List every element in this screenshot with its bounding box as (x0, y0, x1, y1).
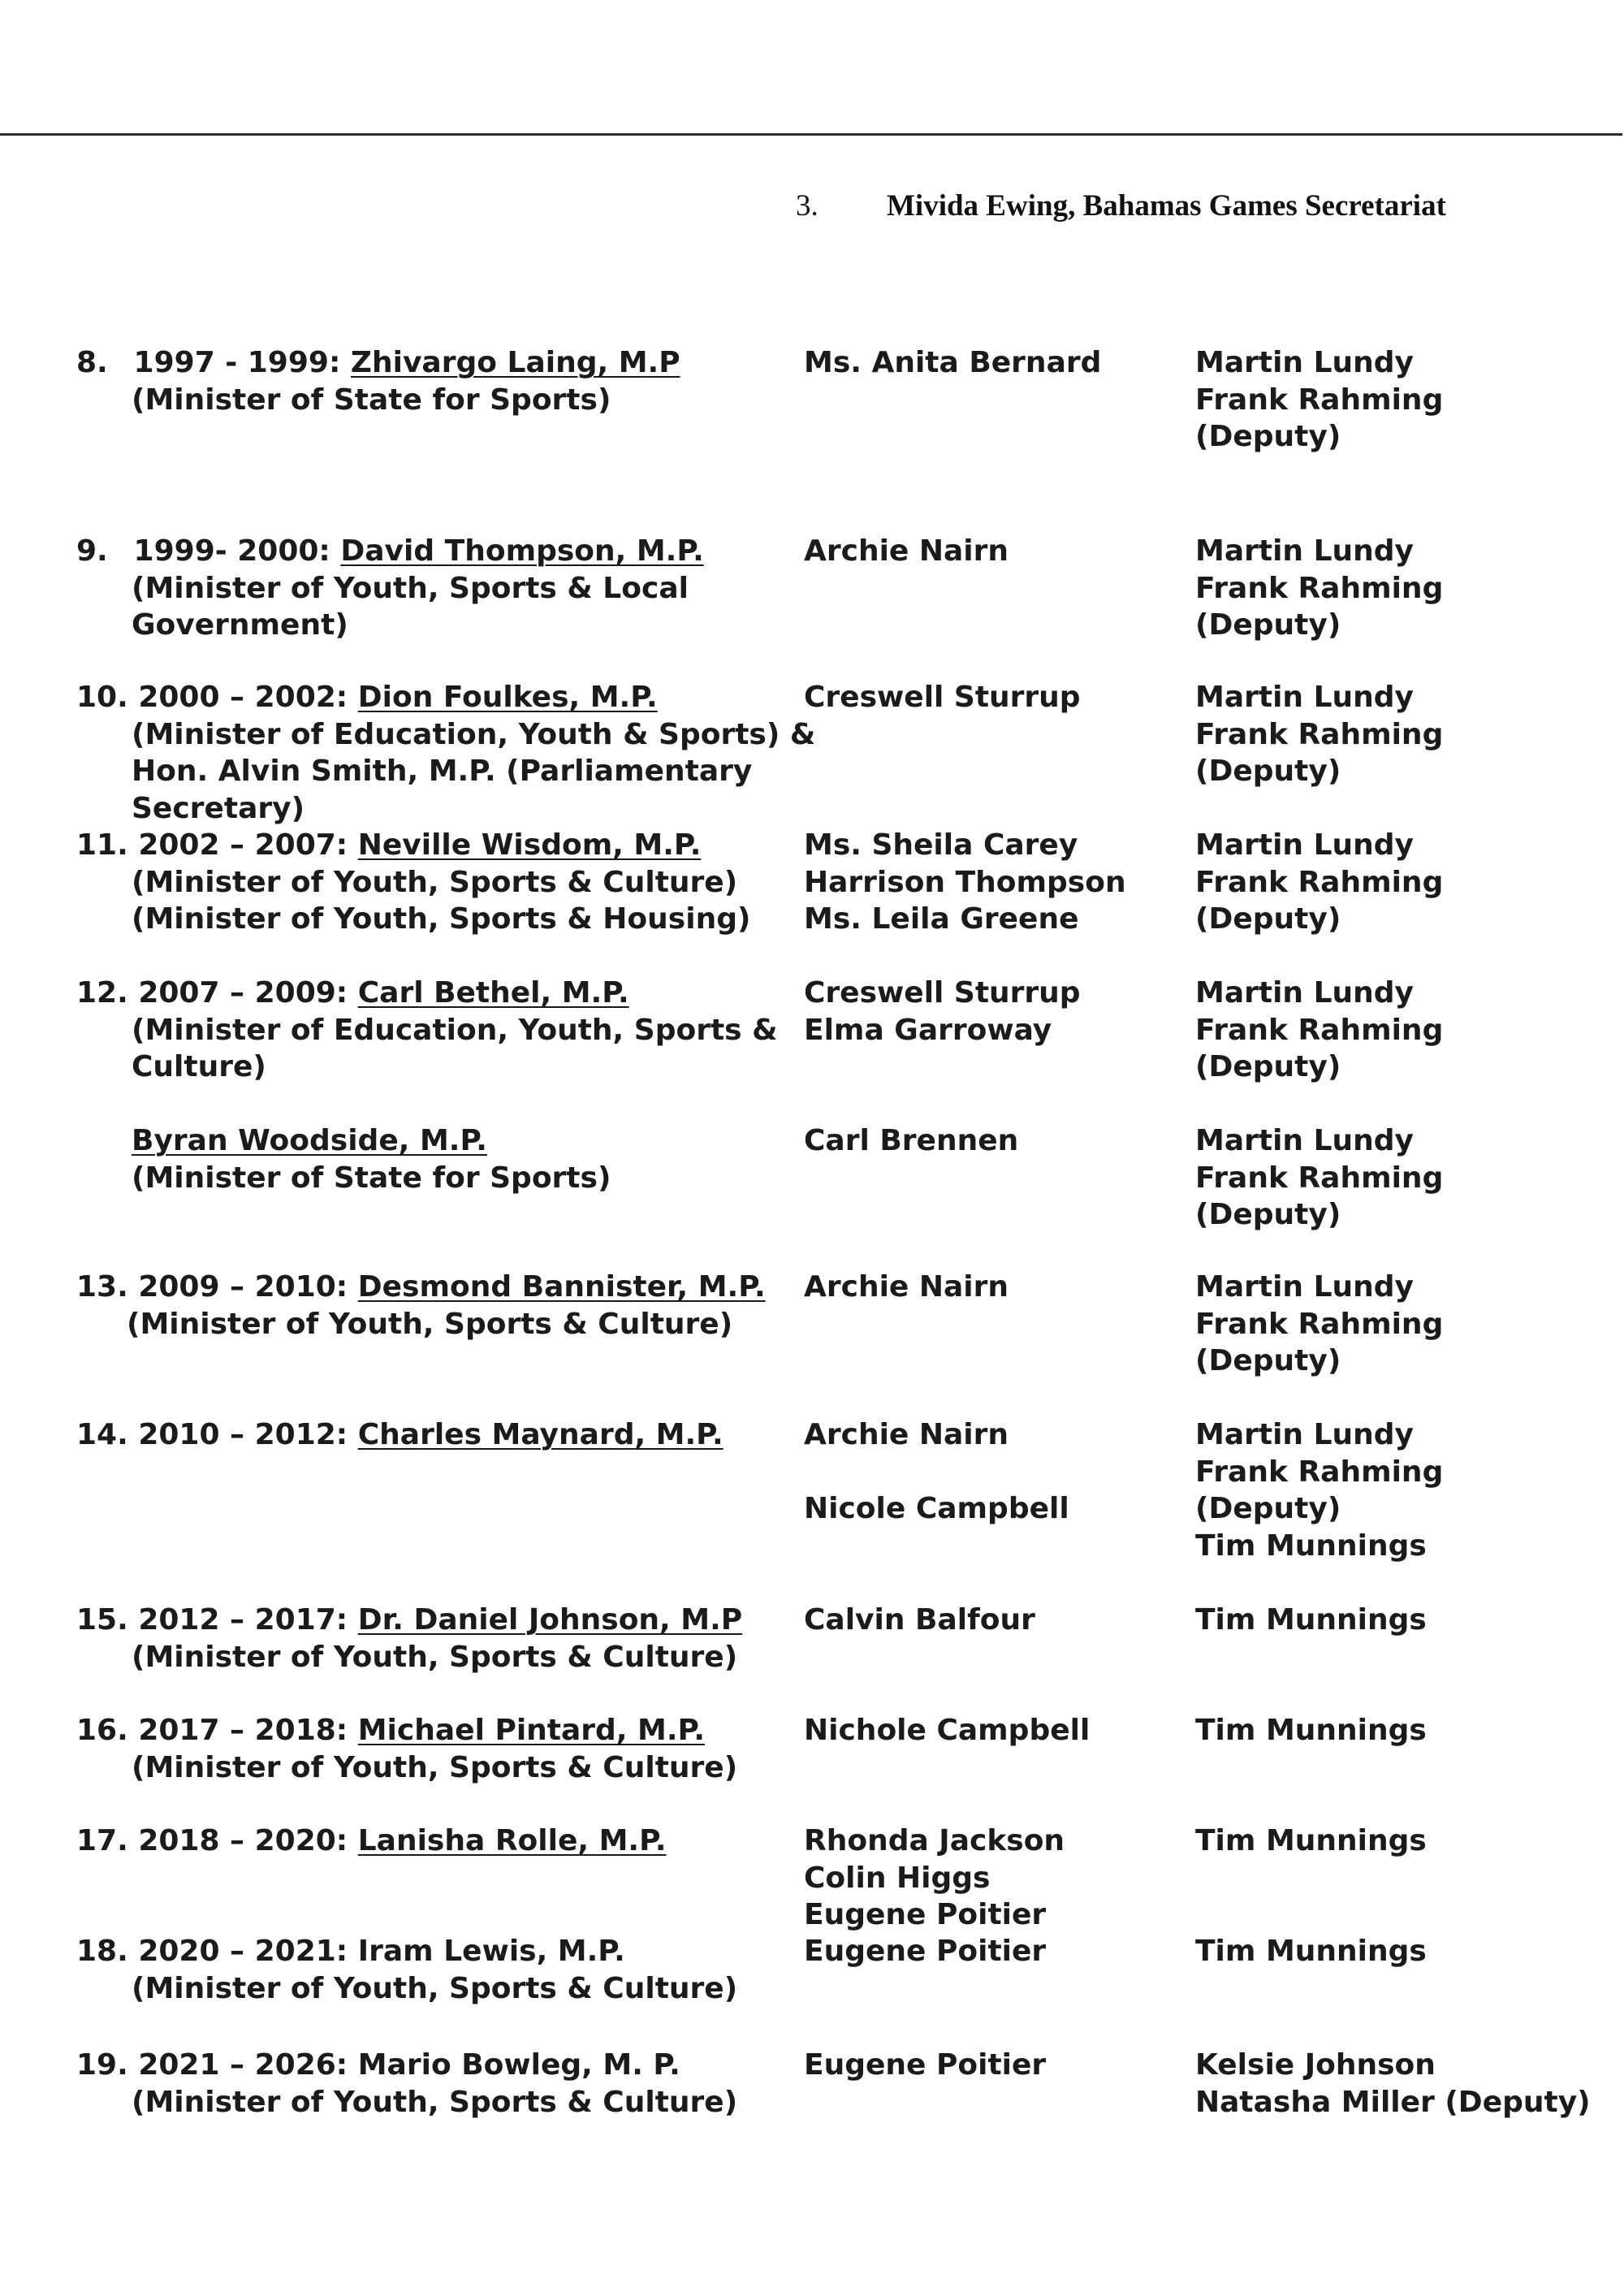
minister-name: Zhivargo Laing, M.P (350, 346, 680, 379)
entry-number: 19. (76, 2048, 128, 2082)
officer-name: Tim Munnings (1195, 1935, 1427, 1968)
entry-17-officers (1195, 1823, 1609, 1860)
entry-years: 2017 – 2018: (138, 1714, 348, 1747)
entry-13-directors (804, 1269, 1177, 1306)
director-name: Colin Higgs (804, 1861, 991, 1895)
officer-name: Frank Rahming (1195, 717, 1444, 751)
officer-name: Martin Lundy (1195, 681, 1415, 714)
director-name: Eugene Poitier (804, 2048, 1047, 2082)
minister-name: Neville Wisdom, M.P. (357, 828, 702, 862)
minister-role: Secretary) (132, 791, 305, 825)
director-name: Ms. Sheila Carey (804, 828, 1078, 862)
header-title: Mivida Ewing, Bahamas Games Secretariat (887, 189, 1446, 223)
top-rule (0, 133, 1622, 136)
entry-12b-officers (1195, 1122, 1609, 1234)
entry-9-directors (804, 533, 1177, 570)
minister-name: Desmond Bannister, M.P. (357, 1270, 766, 1304)
entry-number: 13. (76, 1270, 128, 1304)
minister-name: Dr. Daniel Johnson, M.P (357, 1603, 743, 1637)
entry-number: 11. (76, 828, 128, 862)
officer-name: Tim Munnings (1195, 1714, 1427, 1747)
officer-name: Frank Rahming (1195, 1013, 1444, 1047)
minister-name: David Thompson, M.P. (340, 534, 704, 568)
officer-name: Martin Lundy (1195, 976, 1415, 1010)
entry-years: 2020 – 2021: (138, 1935, 348, 1968)
director-name: Ms. Leila Greene (804, 902, 1079, 936)
minister-name: Carl Bethel, M.P. (357, 976, 629, 1010)
minister-name: Michael Pintard, M.P. (357, 1714, 705, 1747)
minister-role: (Minister of Youth, Sports & Culture) (132, 2085, 738, 2119)
entry-17-directors (804, 1823, 1177, 1934)
entry-years: 2021 – 2026: (138, 2048, 348, 2082)
entry-18-officers (1195, 1933, 1609, 1970)
entry-years: 2002 – 2007: (138, 828, 348, 862)
page-header (796, 188, 1446, 223)
entry-8-directors (804, 344, 1177, 382)
entry-number: 16. (76, 1714, 128, 1747)
director-name: Eugene Poitier (804, 1935, 1047, 1968)
minister-role: (Minister of State for Sports) (132, 1161, 611, 1195)
officer-name: Frank Rahming (1195, 1307, 1444, 1341)
entry-12b-directors (804, 1122, 1177, 1160)
officer-name: (Deputy) (1195, 1492, 1341, 1525)
entry-number: 12. (76, 976, 128, 1010)
entry-15-officers (1195, 1602, 1609, 1639)
director-name: Harrison Thompson (804, 865, 1126, 899)
entry-19-officers (1195, 2047, 1609, 2121)
entry-years: 2007 – 2009: (138, 976, 348, 1010)
minister-name: Charles Maynard, M.P. (357, 1418, 723, 1451)
entry-17-minister (76, 1823, 775, 1860)
director-name: Creswell Sturrup (804, 681, 1081, 714)
officer-name: Tim Munnings (1195, 1824, 1427, 1857)
director-spacer (804, 1454, 1177, 1491)
entry-13-minister (76, 1269, 775, 1343)
entry-19-minister (76, 2047, 775, 2121)
minister-role: (Minister of Youth, Sports & Culture) (127, 1307, 733, 1341)
entry-18-minister (76, 1933, 775, 2007)
entry-years: 2018 – 2020: (138, 1824, 348, 1857)
officer-name: Martin Lundy (1195, 1124, 1415, 1157)
director-name: Nicole Campbell (804, 1492, 1069, 1525)
entry-number: 18. (76, 1935, 128, 1968)
entry-8-minister (76, 344, 775, 418)
entry-number: 14. (76, 1418, 128, 1451)
minister-role: (Minister of Youth, Sports & Local (132, 571, 689, 605)
entry-12-minister (76, 975, 778, 1086)
entry-16-officers (1195, 1712, 1609, 1749)
entry-10-officers (1195, 679, 1609, 790)
entry-14-minister (76, 1416, 775, 1454)
minister-name: Mario Bowleg, M. P. (357, 2048, 680, 2082)
minister-role: (Minister of State for Sports) (132, 383, 611, 417)
entry-12-officers (1195, 975, 1609, 1086)
minister-role: (Minister of Youth, Sports & Culture) (132, 1640, 738, 1674)
director-name: Calvin Balfour (804, 1603, 1035, 1637)
officer-name: Frank Rahming (1195, 383, 1444, 417)
officer-name: (Deputy) (1195, 902, 1341, 936)
director-name: Nichole Campbell (804, 1714, 1091, 1747)
entry-years: 2012 – 2017: (138, 1603, 348, 1637)
director-name: Eugene Poitier (804, 1898, 1047, 1931)
officer-name: (Deputy) (1195, 1050, 1341, 1083)
entry-14-officers (1195, 1416, 1609, 1564)
entry-15-minister (76, 1602, 775, 1676)
officer-name: (Deputy) (1195, 1198, 1341, 1231)
officer-name: Martin Lundy (1195, 828, 1415, 862)
director-name: Ms. Anita Bernard (804, 346, 1102, 379)
officer-name: (Deputy) (1195, 1344, 1341, 1377)
minister-role: (Minister of Youth, Sports & Culture) (132, 1971, 738, 2005)
minister-role: (Minister of Education, Youth & Sports) & (132, 717, 816, 751)
entry-years: 2010 – 2012: (138, 1418, 348, 1451)
minister-role: (Minister of Education, Youth, Sports & (132, 1013, 778, 1047)
officer-name: Tim Munnings (1195, 1529, 1427, 1563)
entry-number: 15. (76, 1603, 128, 1637)
entry-19-directors (804, 2047, 1177, 2084)
minister-role: (Minister of Youth, Sports & Housing) (132, 902, 751, 936)
director-name: Creswell Sturrup (804, 976, 1081, 1010)
minister-name: Lanisha Rolle, M.P. (357, 1824, 667, 1857)
minister-role: Government) (132, 608, 348, 642)
director-name: Carl Brennen (804, 1124, 1019, 1157)
director-name: Elma Garroway (804, 1013, 1052, 1047)
entry-9-officers (1195, 533, 1609, 644)
entry-years: 1997 - 1999: (133, 346, 341, 379)
minister-name: Dion Foulkes, M.P. (357, 681, 658, 714)
entry-10-directors (804, 679, 1177, 716)
officer-name: Kelsie Johnson (1195, 2048, 1436, 2082)
director-name: Archie Nairn (804, 1418, 1009, 1451)
officer-name: (Deputy) (1195, 755, 1341, 788)
entry-number: 9. (76, 534, 108, 568)
officer-name: Tim Munnings (1195, 1603, 1427, 1637)
entry-number: 8. (76, 346, 108, 379)
entry-11-officers (1195, 827, 1609, 938)
entry-9-minister (76, 533, 775, 644)
officer-name: (Deputy) (1195, 608, 1341, 642)
minister-name: Iram Lewis, M.P. (357, 1935, 625, 1968)
entry-14-directors (804, 1416, 1177, 1528)
director-name: Archie Nairn (804, 1270, 1009, 1304)
entry-18-directors (804, 1933, 1177, 1970)
entry-10-minister (76, 679, 816, 827)
minister-role: (Minister of Youth, Sports & Culture) (132, 1750, 738, 1784)
officer-name: Frank Rahming (1195, 865, 1444, 899)
entry-16-directors (804, 1712, 1177, 1749)
header-number: 3. (796, 189, 818, 223)
entry-16-minister (76, 1712, 775, 1786)
entry-11-directors (804, 827, 1177, 938)
minister-role: (Minister of Youth, Sports & Culture) (132, 865, 738, 899)
officer-name: Martin Lundy (1195, 346, 1415, 379)
director-name: Archie Nairn (804, 534, 1009, 568)
officer-name: Frank Rahming (1195, 571, 1444, 605)
entry-years: 2000 – 2002: (138, 681, 348, 714)
officer-name: Natasha Miller (Deputy) (1195, 2085, 1591, 2119)
officer-name: Frank Rahming (1195, 1161, 1444, 1195)
officer-name: Frank Rahming (1195, 1455, 1444, 1489)
director-name: Rhonda Jackson (804, 1824, 1065, 1857)
officer-name: Martin Lundy (1195, 534, 1415, 568)
entry-13-officers (1195, 1269, 1609, 1380)
entry-12b-minister (76, 1122, 775, 1196)
entry-years: 2009 – 2010: (138, 1270, 348, 1304)
entry-12-directors (804, 975, 1177, 1049)
officer-name: (Deputy) (1195, 420, 1341, 453)
entry-number: 17. (76, 1824, 128, 1857)
minister-role: Culture) (132, 1050, 266, 1083)
officer-name: Martin Lundy (1195, 1418, 1415, 1451)
entry-8-officers (1195, 344, 1609, 456)
entry-11-minister (76, 827, 775, 938)
entry-number: 10. (76, 681, 128, 714)
minister-role: Hon. Alvin Smith, M.P. (Parliamentary (132, 755, 753, 788)
minister-name: Byran Woodside, M.P. (132, 1124, 487, 1157)
entry-years: 1999- 2000: (133, 534, 330, 568)
entry-15-directors (804, 1602, 1177, 1639)
officer-name: Martin Lundy (1195, 1270, 1415, 1304)
